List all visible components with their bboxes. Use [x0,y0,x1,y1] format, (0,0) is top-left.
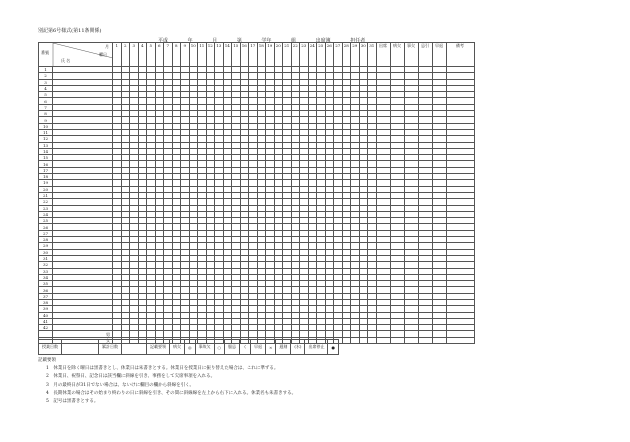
day-header: 12 [206,43,215,67]
legend-lesson-days: 授業日数 [39,340,62,355]
form-id: 別記第6号様式(第11条関係) [38,28,102,34]
header-era: 平成 [158,38,169,44]
note-item: 2 休業日、祝祭日、記念日は該当欄に斜線を引き、事務をして欠席事項を入れる。 [46,374,216,380]
day-header: 15 [232,43,241,67]
day-header: 13 [215,43,224,67]
day-header: 3 [130,43,139,67]
row-number: 24 [39,211,53,217]
legend-accident: 事故欠 [195,340,214,355]
header-teacher: 担任者 [350,38,366,44]
row-number: 6 [39,98,53,104]
day-header: 21 [283,43,292,67]
row-number: 4 [39,85,53,91]
legend-accident-mark: ○ [214,340,225,355]
legend-early: 早退 [251,340,266,355]
note-item: 3 月の最終日が31日でない場合は、ないけに欄目の欄から斜線を引く。 [46,382,194,388]
day-header: 24 [308,43,317,67]
row-number: 18 [39,174,53,180]
total-label-male: 男 [53,331,113,337]
row-number: 33 [39,268,53,274]
day-header: 23 [300,43,309,67]
row-number: 10 [39,123,53,129]
legend-blank [62,340,99,355]
note-item: 1 休業日を除く曜日は黒書きとし、休業日は朱書きとする。休業日を授業日に振り替えた場合は、これに準ずる。 [46,366,279,372]
row-number: 29 [39,243,53,249]
total-cell[interactable] [432,337,446,343]
legend-early-mark: × [266,340,276,355]
day-header: 2 [121,43,130,67]
row-number: 42 [39,325,53,331]
row-number: 14 [39,148,53,154]
day-header: 10 [189,43,198,67]
row-number: 32 [39,262,53,268]
header-grade: 学年 [261,38,272,44]
legend-symbols-title: 記載要領 [147,340,170,355]
row-number: 16 [39,161,53,167]
total-cell[interactable] [418,337,432,343]
row-number: 19 [39,180,53,186]
summary-header: 早退 [432,43,446,67]
row-number: 30 [39,249,53,255]
legend-suspension: 出席停止 [305,340,328,355]
day-header: 4 [138,43,147,67]
row-number: 9 [39,117,53,123]
corner-number: 番號 [41,50,49,55]
day-header: 29 [351,43,360,67]
note-item: 4 長期休業の場合はその始まり終わりの日に斜線を引き、その間に斜線線を左上から右下に入れる。休業名も朱書きする。 [46,390,297,396]
day-header: 16 [240,43,249,67]
row-number: 26 [39,224,53,230]
day-header: 19 [266,43,275,67]
total-label-female: 女 [53,337,113,343]
summary-header: 出席 [376,43,390,67]
row-number: 13 [39,142,53,148]
total-cell[interactable] [446,337,474,343]
grid-corner [39,43,113,67]
row-number: 1 [39,67,53,73]
row-number: 25 [39,218,53,224]
day-header: 26 [325,43,334,67]
summary-header: 事欠 [404,43,418,67]
header-year: 年 [187,38,193,44]
day-header: 28 [342,43,351,67]
day-header: 1 [113,43,122,67]
header-period: 第 [236,38,242,44]
day-header: 27 [334,43,343,67]
summary-header: 病欠 [390,43,404,67]
row-number: 21 [39,192,53,198]
total-cell[interactable] [359,337,368,343]
row-number: 41 [39,318,53,324]
row-number: 39 [39,306,53,312]
summary-header: 忌引 [418,43,432,67]
header-attendance: 出席簿 [315,38,331,44]
legend-blank [122,340,147,355]
total-cell[interactable] [404,337,418,343]
day-header: 20 [274,43,283,67]
row-number: 27 [39,230,53,236]
notes-title: 記載要領 [38,358,56,363]
day-header: 17 [249,43,258,67]
header-month: 月 [212,38,218,44]
legend-mourning-mark: く [240,340,251,355]
note-item: 5 記号は黒書きとする。 [46,399,99,405]
corner-month: 月 [105,44,109,49]
total-cell[interactable] [376,337,390,343]
day-header: 31 [368,43,377,67]
total-cell[interactable] [368,337,377,343]
total-cell[interactable] [390,337,404,343]
row-number: 8 [39,111,53,117]
row-number: 31 [39,255,53,261]
corner-weekday: 曜日 [99,52,107,57]
summary-header: 備考 [446,43,474,67]
row-number: 40 [39,312,53,318]
legend-cumulative: 累計日数 [99,340,122,355]
row-number: 12 [39,136,53,142]
day-header: 5 [147,43,156,67]
day-header: 7 [164,43,173,67]
row-number: 34 [39,274,53,280]
day-header: 22 [291,43,300,67]
row-number: 22 [39,199,53,205]
day-header: 30 [359,43,368,67]
row-number: 2 [39,73,53,79]
row-number: 5 [39,92,53,98]
row-number: 36 [39,287,53,293]
row-number: 35 [39,281,53,287]
total-cell[interactable] [351,337,360,343]
legend-late: 遅刻 [276,340,291,355]
row-number: 17 [39,167,53,173]
day-header: 11 [198,43,207,67]
attendance-grid [38,42,475,344]
legend-table [38,339,339,355]
row-number: 37 [39,293,53,299]
day-header: 14 [223,43,232,67]
row-number: 15 [39,155,53,161]
day-header: 6 [155,43,164,67]
row-number: 20 [39,186,53,192]
row-number: 28 [39,237,53,243]
legend-mourning: 服忌 [225,340,240,355]
header-group: 組 [291,38,297,44]
corner-name: 氏 名 [61,58,71,63]
day-header: 8 [172,43,181,67]
day-header: 25 [317,43,326,67]
row-number: 23 [39,205,53,211]
legend-sick: 病欠 [170,340,185,355]
day-header: 9 [181,43,190,67]
day-header: 18 [257,43,266,67]
row-number: 3 [39,79,53,85]
row-number: 7 [39,104,53,110]
row-number: 11 [39,129,53,135]
row-number: 38 [39,299,53,305]
notes-section [38,357,296,406]
total-cell[interactable] [342,337,351,343]
legend-suspension-mark: ● [328,340,339,355]
legend-late-mark: (水) [291,340,305,355]
legend-sick-mark: ◎ [185,340,196,355]
